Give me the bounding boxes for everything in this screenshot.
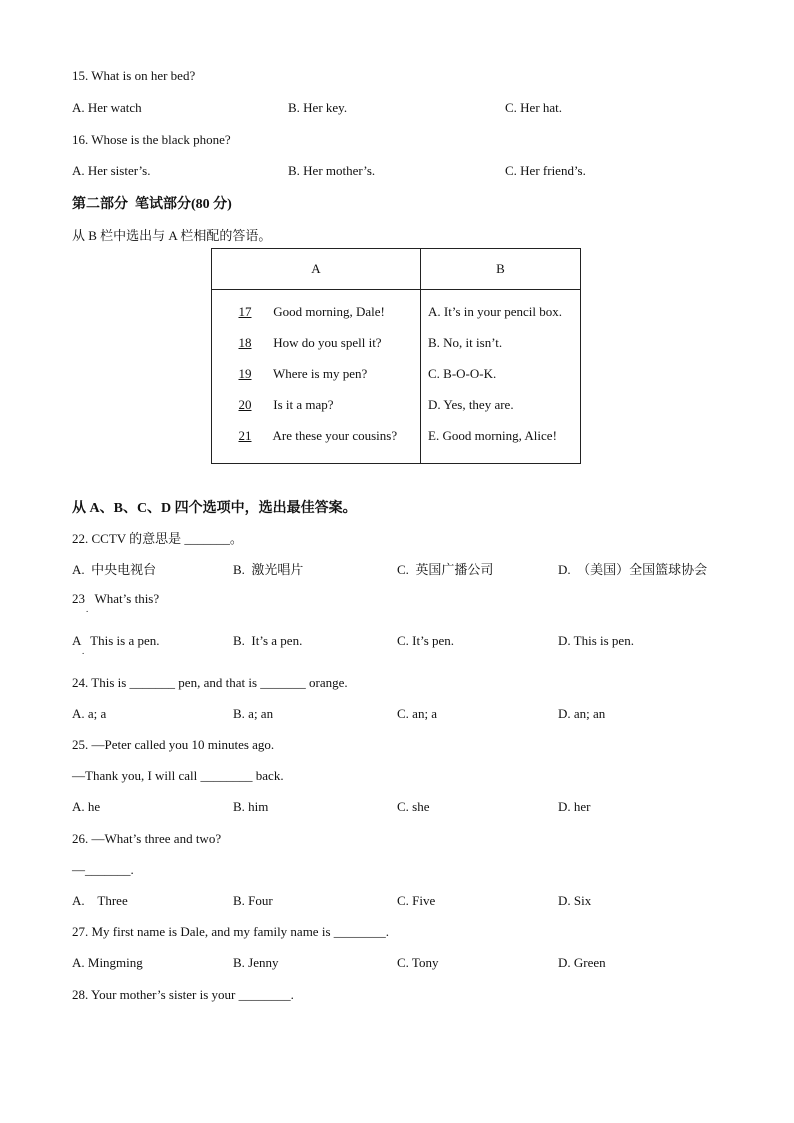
answer-b: B. No, it isn’t. [428, 335, 503, 350]
q15-option-c: C. Her hat. [505, 100, 563, 115]
q24-stem: 24. This is _______ pen, and that is _______ orange. [72, 675, 348, 690]
stray-dot: . [86, 604, 89, 614]
q26-option-a: A. Three [72, 893, 128, 908]
q24-option-d: D. an; an [558, 706, 606, 721]
q16-option-a: A. Her sister’s. [72, 163, 151, 178]
q24-option-a: A. a; a [72, 706, 107, 721]
q25-option-d: D. her [558, 799, 591, 814]
q15-option-a: A. Her watch [72, 100, 142, 115]
prompt-text: How do you spell it? [273, 335, 382, 350]
answer-e: E. Good morning, Alice! [428, 428, 557, 443]
part2-heading: 第二部分 笔试部分(80 分) [72, 197, 232, 212]
matching-row-20 [212, 395, 420, 426]
q16-stem: 16. Whose is the black phone? [72, 132, 231, 147]
q16-option-c: C. Her friend’s. [505, 163, 586, 178]
q22-option-b: B. 激光唱片 [233, 562, 304, 577]
q26-option-b: B. Four [233, 893, 273, 908]
prompt-text: Is it a map? [273, 397, 334, 412]
q28-stem: 28. Your mother’s sister is your ________. [72, 987, 294, 1002]
answer-d: D. Yes, they are. [428, 397, 514, 412]
q24-option-c: C. an; a [397, 706, 438, 721]
column-b-header: B [421, 249, 581, 290]
q23-stem: 23 What’s this? [72, 591, 160, 606]
blank-number: 18 [238, 335, 252, 350]
column-a-header: A [212, 249, 421, 290]
q25-option-b: B. him [233, 799, 269, 814]
matching-table [211, 248, 581, 464]
matching-instruction: 从 B 栏中选出与 A 栏相配的答语。 [72, 228, 272, 243]
q26-option-d: D. Six [558, 893, 592, 908]
q27-option-c: C. Tony [397, 955, 439, 970]
blank-number: 21 [238, 428, 252, 443]
matching-row-19 [212, 364, 420, 395]
q16-option-b: B. Her mother’s. [288, 163, 376, 178]
q23-option-c: C. It’s pen. [397, 633, 455, 648]
q26-stem: 26. —What’s three and two? [72, 831, 222, 846]
q24-option-b: B. a; an [233, 706, 274, 721]
q27-option-d: D. Green [558, 955, 606, 970]
q22-option-d: D. （美国）全国篮球协会 [558, 562, 708, 577]
matching-row-18 [212, 333, 420, 364]
column-a-cell [212, 290, 421, 464]
q27-option-a: A. Mingming [72, 955, 143, 970]
matching-row-17 [212, 302, 420, 333]
q27-option-b: B. Jenny [233, 955, 279, 970]
q22-option-c: C. 英国广播公司 [397, 562, 494, 577]
q23-option-d: D. This is pen. [558, 633, 634, 648]
q22-option-a: A. 中央电视台 [72, 562, 157, 577]
prompt-text: Are these your cousins? [272, 428, 398, 443]
q26-stem-response: —_______. [72, 862, 134, 877]
prompt-text: Good morning, Dale! [273, 304, 385, 319]
blank-number: 19 [238, 366, 252, 381]
q26-option-c: C. Five [397, 893, 436, 908]
q27-stem: 27. My first name is Dale, and my family name is ________. [72, 924, 390, 939]
q25-option-a: A. he [72, 799, 101, 814]
answer-a: A. It’s in your pencil box. [428, 304, 562, 319]
q15-stem: 15. What is on her bed? [72, 68, 196, 83]
prompt-text: Where is my pen? [273, 366, 368, 381]
stray-dot: . [82, 646, 85, 656]
q25-stem: 25. —Peter called you 10 minutes ago. [72, 737, 275, 752]
blank-number: 17 [238, 304, 252, 319]
q23-option-b: B. It’s a pen. [233, 633, 303, 648]
choice-heading: 从 A、B、C、D 四个选项中，选出最佳答案。 [72, 501, 357, 516]
q23-option-a: A This is a pen. [72, 633, 160, 648]
q22-stem: 22. CCTV 的意思是 _______。 [72, 531, 243, 546]
column-b-cell [421, 290, 581, 464]
q25-stem-response: —Thank you, I will call ________ back. [72, 768, 284, 783]
blank-number: 20 [238, 397, 252, 412]
answer-c: C. B-O-O-K. [428, 366, 497, 381]
q15-option-b: B. Her key. [288, 100, 348, 115]
q25-option-c: C. she [397, 799, 430, 814]
matching-row-21 [212, 426, 420, 457]
